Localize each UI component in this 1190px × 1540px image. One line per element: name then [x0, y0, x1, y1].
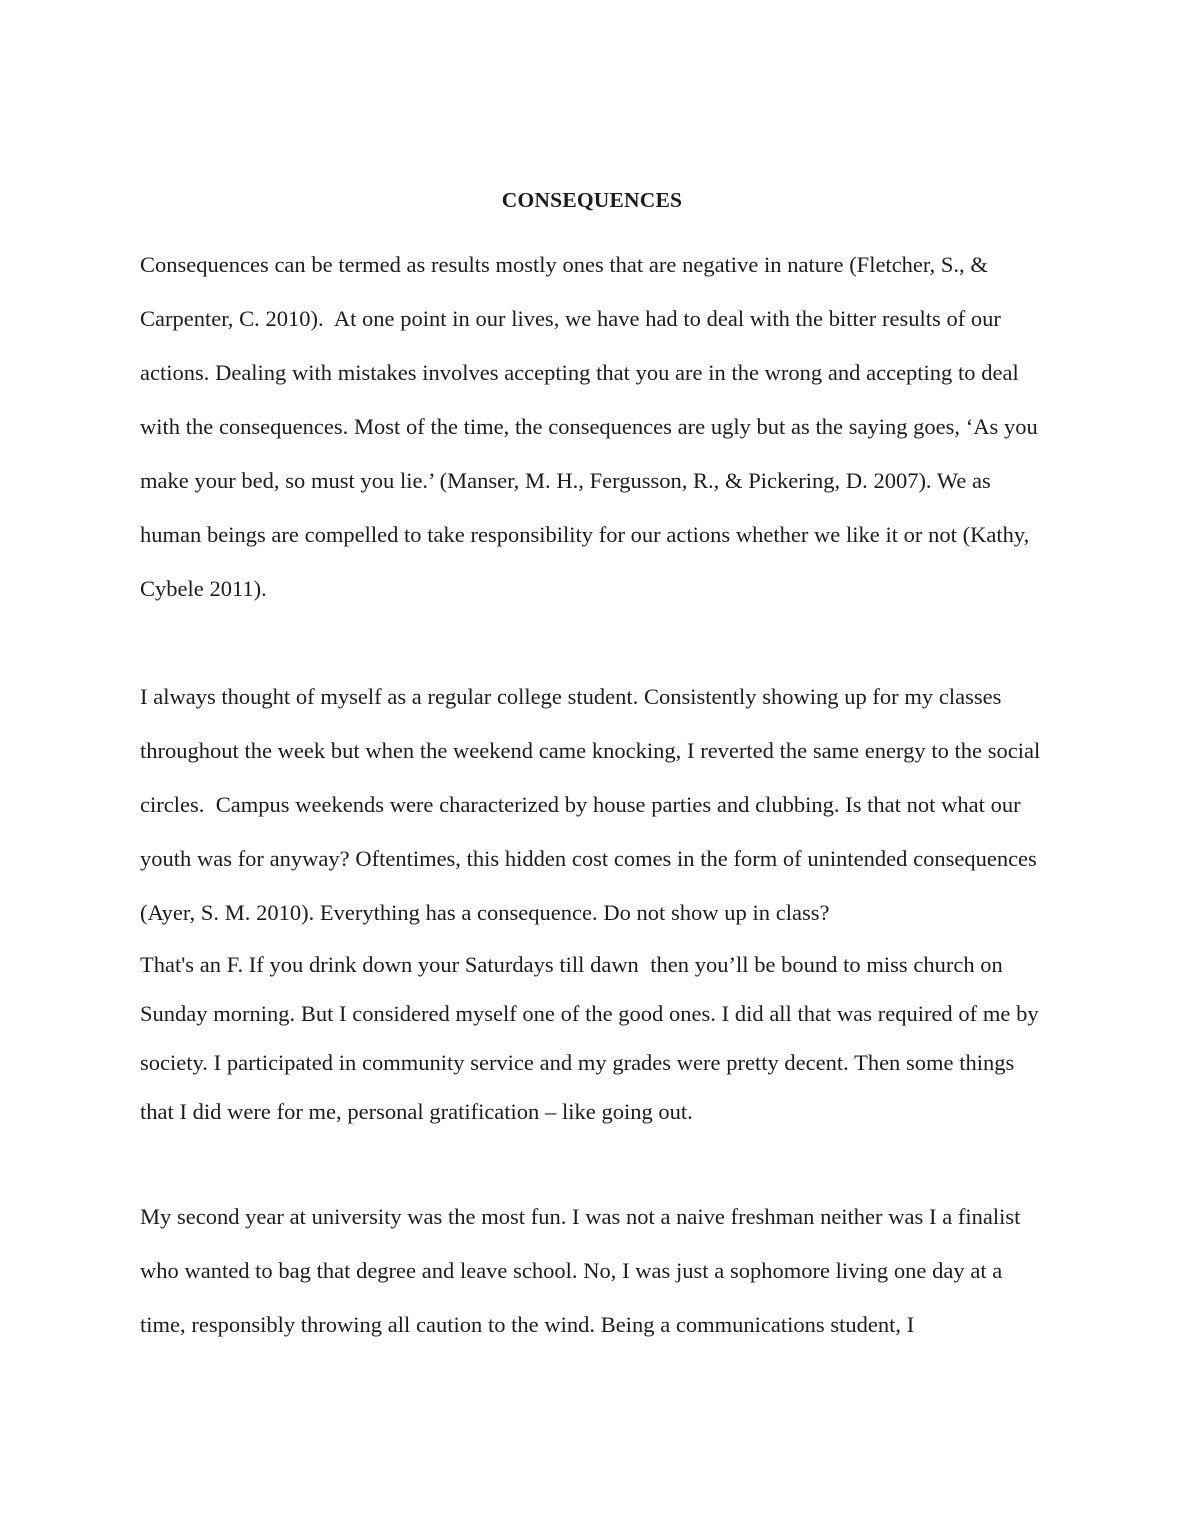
- paragraph-college-student-part-2: That's an F. If you drink down your Saturdays till dawn then you’ll be bound to miss church on Sunday morning. But I considered myself one of the good ones. I did all that was required of me by society. I participated in community service and my grades were pretty decent. Then some things that I did were for me, personal gratification – like going out.: [140, 951, 1045, 1124]
- paragraph-consequences-definition: Consequences can be termed as results mostly ones that are negative in nature (Fletcher, S., & Carpenter, C. 2010). At one point in our lives, we have had to deal with the bitter results of our actions. Dealing with mistakes involves accepting that you are in the wrong and accepting to deal with the consequences. Most of the time, the consequences are ugly but as the saying goes, ‘As you make your bed, so must you lie.’ (Manser, M. H., Fergusson, R., & Pickering, D. 2007). We as human beings are compelled to take responsibility for our actions whether we like it or not (Kathy, Cybele 2011).: [140, 251, 1044, 601]
- paragraph-college-student: [140, 670, 1052, 1136]
- paragraph-college-student-part-1: I always thought of myself as a regular college student. Consistently showing up for my classes throughout the week but when the weekend came knocking, I reverted the same energy to the social circles. Campus weekends were characterized by house parties and clubbing. Is that not what our youth was for anyway? Oftentimes, this hidden cost comes in the form of unintended consequences (Ayer, S. M. 2010). Everything has a consequence. Do not show up in class?: [140, 683, 1046, 925]
- page-title: CONSEQUENCES: [501, 188, 683, 212]
- document-body: [140, 190, 1052, 1352]
- paragraph-second-year: My second year at university was the most fun. I was not a naive freshman neither was I a finalist who wanted to bag that degree and leave school. No, I was just a sophomore living one day at a time, responsibly throwing all caution to the wind. Being a communications student, I: [140, 1203, 1027, 1337]
